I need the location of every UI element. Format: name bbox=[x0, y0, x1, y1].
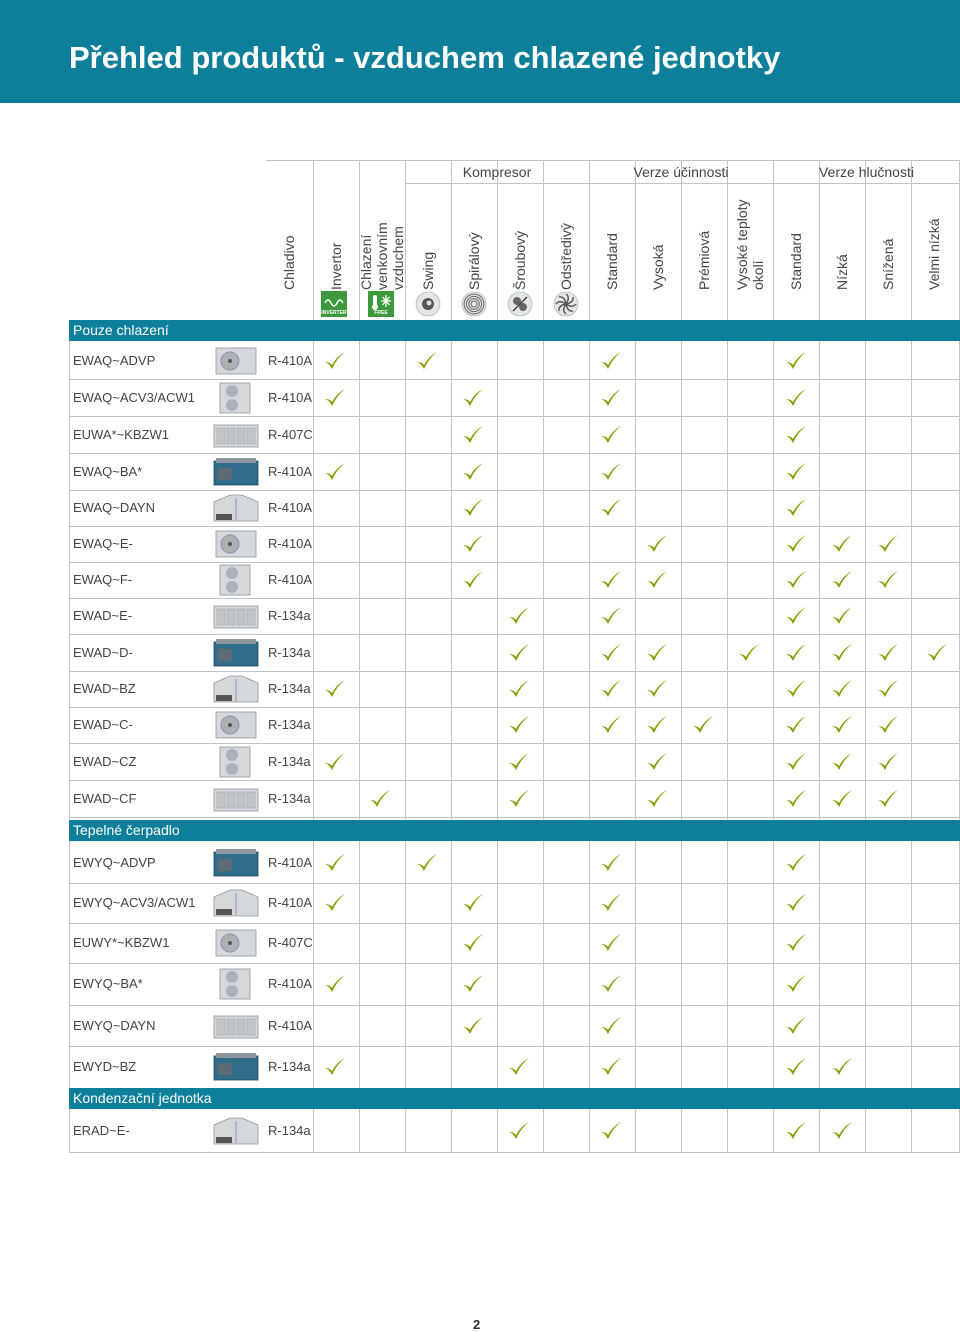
check-icon bbox=[599, 892, 623, 914]
table-row bbox=[69, 490, 960, 526]
page-number: 2 bbox=[473, 1317, 481, 1332]
check-icon bbox=[323, 387, 347, 409]
product-image bbox=[212, 1115, 260, 1152]
check-icon bbox=[507, 1056, 531, 1078]
column-header bbox=[911, 185, 957, 290]
check-icon bbox=[599, 1120, 623, 1142]
column-header-label: Chladivo bbox=[281, 235, 297, 290]
check-icon bbox=[599, 461, 623, 483]
refrigerant: R-134a bbox=[268, 790, 311, 806]
check-icon bbox=[645, 751, 669, 773]
refrigerant: R-410A bbox=[268, 895, 313, 910]
check-icon bbox=[645, 714, 669, 736]
column-header bbox=[635, 185, 681, 290]
check-icon bbox=[323, 751, 347, 773]
model-name: EWYD~BZ bbox=[73, 1059, 137, 1074]
check-icon bbox=[784, 387, 808, 409]
check-icon bbox=[876, 642, 900, 664]
check-icon bbox=[645, 642, 669, 664]
column-header bbox=[451, 185, 497, 290]
table-row bbox=[69, 416, 960, 453]
check-icon bbox=[599, 1056, 623, 1078]
check-icon bbox=[323, 461, 347, 483]
column-group-header: Kompresor bbox=[462, 164, 532, 180]
model-name: EWAD~CZ bbox=[73, 753, 137, 769]
check-icon bbox=[461, 497, 485, 519]
check-icon bbox=[507, 642, 531, 664]
model-name: EUWY*~KBZW1 bbox=[73, 935, 170, 950]
column-header bbox=[865, 185, 911, 290]
check-icon bbox=[876, 714, 900, 736]
model-name: EWYQ~BA* bbox=[73, 976, 143, 991]
check-icon bbox=[784, 461, 808, 483]
grid-line-horizontal bbox=[69, 1152, 960, 1153]
product-image bbox=[212, 456, 260, 493]
column-header-label: Velmi nízká bbox=[926, 218, 942, 290]
column-header bbox=[497, 185, 543, 290]
check-icon bbox=[784, 497, 808, 519]
column-header-label: Vysoké teploty okolí bbox=[734, 199, 766, 290]
check-icon bbox=[507, 678, 531, 700]
model-name: EUWA*~KBZW1 bbox=[73, 426, 169, 442]
product-image bbox=[212, 1051, 260, 1088]
check-icon bbox=[876, 569, 900, 591]
column-header bbox=[681, 185, 727, 290]
model-name: EWAQ~DAYN bbox=[73, 500, 155, 515]
check-icon bbox=[461, 892, 485, 914]
column-header bbox=[589, 185, 635, 290]
model-name: EWAD~D- bbox=[73, 644, 133, 660]
check-icon bbox=[876, 751, 900, 773]
check-icon bbox=[507, 605, 531, 627]
check-icon bbox=[830, 642, 854, 664]
check-icon bbox=[830, 569, 854, 591]
product-image bbox=[212, 709, 260, 746]
refrigerant: R-410A bbox=[268, 352, 313, 368]
check-icon bbox=[599, 605, 623, 627]
product-image bbox=[212, 382, 260, 419]
refrigerant: R-134a bbox=[268, 1123, 311, 1138]
refrigerant: R-410A bbox=[268, 572, 313, 587]
table-row bbox=[69, 842, 960, 883]
table-row bbox=[69, 453, 960, 490]
product-image bbox=[212, 847, 260, 884]
check-icon bbox=[599, 569, 623, 591]
model-name: EWAQ~F- bbox=[73, 572, 133, 587]
check-icon bbox=[461, 533, 485, 555]
table-row bbox=[69, 883, 960, 923]
check-icon bbox=[599, 497, 623, 519]
check-icon bbox=[645, 678, 669, 700]
check-icon bbox=[368, 788, 392, 810]
check-icon bbox=[830, 605, 854, 627]
screw-compressor-icon bbox=[507, 291, 533, 317]
check-icon bbox=[461, 461, 485, 483]
check-icon bbox=[645, 788, 669, 810]
check-icon bbox=[784, 932, 808, 954]
check-icon bbox=[784, 1056, 808, 1078]
check-icon bbox=[599, 852, 623, 874]
check-icon bbox=[784, 892, 808, 914]
refrigerant: R-134a bbox=[268, 644, 311, 660]
check-icon bbox=[925, 642, 949, 664]
model-name: EWAD~C- bbox=[73, 717, 133, 732]
refrigerant: R-410A bbox=[268, 536, 313, 551]
icon-caption: INVERTER bbox=[321, 310, 347, 316]
column-header bbox=[313, 185, 359, 290]
product-image bbox=[212, 528, 260, 565]
product-image bbox=[212, 746, 260, 783]
check-icon bbox=[784, 569, 808, 591]
check-icon bbox=[323, 852, 347, 874]
check-icon bbox=[507, 1120, 531, 1142]
product-image bbox=[212, 927, 260, 964]
check-icon bbox=[830, 1120, 854, 1142]
check-icon bbox=[461, 932, 485, 954]
table-row bbox=[69, 562, 960, 598]
refrigerant: R-410A bbox=[268, 854, 313, 870]
model-name: EWYQ~DAYN bbox=[73, 1017, 156, 1033]
column-header bbox=[727, 185, 773, 290]
column-header-label: Chlazení venkovním vzduchem bbox=[358, 222, 406, 290]
check-icon bbox=[830, 788, 854, 810]
refrigerant: R-134a bbox=[268, 608, 311, 623]
column-group-header: Verze účinnosti bbox=[633, 164, 729, 180]
check-icon bbox=[461, 973, 485, 995]
check-icon bbox=[645, 533, 669, 555]
check-icon bbox=[737, 642, 761, 664]
check-icon bbox=[599, 387, 623, 409]
column-header bbox=[543, 185, 589, 290]
check-icon bbox=[784, 751, 808, 773]
refrigerant: R-134a bbox=[268, 681, 311, 696]
product-image bbox=[212, 345, 260, 382]
model-name: EWAD~E- bbox=[73, 608, 133, 623]
check-icon bbox=[691, 714, 715, 736]
column-header-label: Swing bbox=[420, 251, 436, 290]
check-icon bbox=[784, 642, 808, 664]
page-title: Přehled produktů - vzduchem chlazené jednotky bbox=[69, 40, 781, 75]
check-icon bbox=[415, 350, 439, 372]
column-header-label: Standard bbox=[788, 233, 804, 290]
model-name: EWAQ~ADVP bbox=[73, 352, 156, 368]
column-header-label: Standard bbox=[604, 233, 620, 290]
model-name: EWAD~CF bbox=[73, 790, 137, 806]
check-icon bbox=[876, 788, 900, 810]
check-icon bbox=[323, 350, 347, 372]
model-name: EWYQ~ACV3/ACW1 bbox=[73, 895, 196, 910]
check-icon bbox=[415, 852, 439, 874]
check-icon bbox=[323, 1056, 347, 1078]
product-image bbox=[212, 887, 260, 924]
check-icon bbox=[461, 1015, 485, 1037]
refrigerant: R-410A bbox=[268, 976, 313, 991]
column-header-label: Prémiová bbox=[696, 230, 712, 290]
table-row bbox=[69, 342, 960, 379]
refrigerant: R-134a bbox=[268, 753, 311, 769]
column-header bbox=[266, 185, 312, 290]
inverter-icon bbox=[321, 291, 347, 317]
free-cooling-icon bbox=[368, 291, 394, 317]
product-image bbox=[212, 783, 260, 820]
check-icon bbox=[599, 932, 623, 954]
refrigerant: R-134a bbox=[268, 717, 311, 732]
grid-line-horizontal bbox=[69, 817, 960, 818]
table-row bbox=[69, 526, 960, 562]
check-icon bbox=[784, 714, 808, 736]
centrifugal-compressor-icon bbox=[553, 291, 579, 317]
refrigerant: R-410A bbox=[268, 463, 313, 479]
check-icon bbox=[830, 678, 854, 700]
scroll-compressor-icon bbox=[461, 291, 487, 317]
refrigerant: R-410A bbox=[268, 389, 313, 405]
column-header-label: Šroubový bbox=[512, 230, 528, 290]
table-row bbox=[69, 1005, 960, 1046]
check-icon bbox=[323, 678, 347, 700]
check-icon bbox=[599, 714, 623, 736]
check-icon bbox=[784, 605, 808, 627]
model-name: EWAD~BZ bbox=[73, 681, 136, 696]
check-icon bbox=[830, 714, 854, 736]
check-icon bbox=[830, 751, 854, 773]
check-icon bbox=[784, 533, 808, 555]
column-group-header: Verze hlučnosti bbox=[819, 164, 914, 180]
column-header bbox=[773, 185, 819, 290]
check-icon bbox=[784, 1015, 808, 1037]
check-icon bbox=[507, 751, 531, 773]
check-icon bbox=[784, 1120, 808, 1142]
refrigerant: R-407C bbox=[268, 935, 313, 950]
check-icon bbox=[507, 788, 531, 810]
check-icon bbox=[323, 973, 347, 995]
check-icon bbox=[599, 973, 623, 995]
check-icon bbox=[599, 1015, 623, 1037]
model-name: EWAQ~E- bbox=[73, 536, 133, 551]
product-image bbox=[212, 1010, 260, 1047]
section-header: Pouze chlazení bbox=[69, 320, 960, 341]
column-header-label: Nízká bbox=[834, 254, 850, 290]
check-icon bbox=[599, 350, 623, 372]
table-row bbox=[69, 379, 960, 416]
column-header bbox=[405, 185, 451, 290]
section-header: Kondenzační jednotka bbox=[69, 1088, 960, 1109]
check-icon bbox=[599, 642, 623, 664]
check-icon bbox=[599, 424, 623, 446]
refrigerant: R-407C bbox=[268, 426, 313, 442]
column-header-label: Invertor bbox=[328, 242, 344, 290]
check-icon bbox=[784, 350, 808, 372]
model-name: EWAQ~ACV3/ACW1 bbox=[73, 389, 195, 405]
product-image bbox=[212, 564, 260, 601]
check-icon bbox=[461, 424, 485, 446]
check-icon bbox=[784, 973, 808, 995]
check-icon bbox=[876, 678, 900, 700]
column-header bbox=[359, 185, 405, 290]
table-row bbox=[69, 963, 960, 1005]
product-image bbox=[212, 673, 260, 710]
check-icon bbox=[830, 533, 854, 555]
model-name: EWAQ~BA* bbox=[73, 463, 143, 479]
check-icon bbox=[830, 1056, 854, 1078]
column-header-label: Snížená bbox=[880, 238, 896, 290]
check-icon bbox=[784, 678, 808, 700]
check-icon bbox=[461, 387, 485, 409]
refrigerant: R-410A bbox=[268, 1017, 313, 1033]
product-image bbox=[212, 492, 260, 529]
swing-compressor-icon bbox=[415, 291, 441, 317]
check-icon bbox=[323, 892, 347, 914]
product-image bbox=[212, 419, 260, 456]
refrigerant: R-410A bbox=[268, 500, 313, 515]
check-icon bbox=[784, 852, 808, 874]
product-image bbox=[212, 968, 260, 1005]
table-row bbox=[69, 923, 960, 963]
model-name: ERAD~E- bbox=[73, 1123, 130, 1138]
grid-line-horizontal bbox=[405, 183, 960, 184]
icon-caption: FREE bbox=[374, 310, 388, 316]
check-icon bbox=[784, 788, 808, 810]
check-icon bbox=[461, 569, 485, 591]
column-header-label: Spirálový bbox=[466, 232, 482, 290]
refrigerant: R-134a bbox=[268, 1059, 311, 1074]
model-name: EWYQ~ADVP bbox=[73, 854, 156, 870]
column-header bbox=[819, 185, 865, 290]
column-header-label: Odstředivý bbox=[558, 223, 574, 290]
check-icon bbox=[599, 678, 623, 700]
check-icon bbox=[645, 569, 669, 591]
section-header: Tepelné čerpadlo bbox=[69, 820, 960, 841]
check-icon bbox=[784, 424, 808, 446]
product-image bbox=[212, 600, 260, 637]
check-icon bbox=[876, 533, 900, 555]
product-image bbox=[212, 637, 260, 674]
check-icon bbox=[507, 714, 531, 736]
column-header-label: Vysoká bbox=[650, 244, 666, 290]
